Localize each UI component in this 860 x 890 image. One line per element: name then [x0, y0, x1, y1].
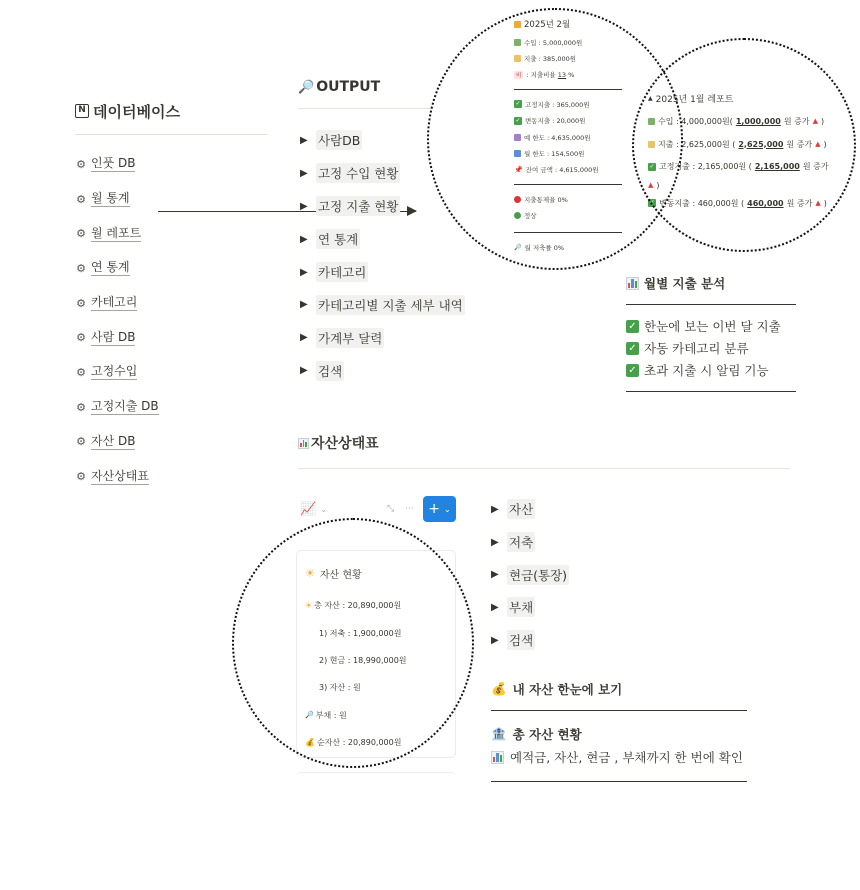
- asset-toggle-label: 저축: [507, 532, 535, 552]
- bar-chart-icon: [298, 438, 309, 449]
- analysis-check-item: [626, 337, 796, 359]
- database-link-label: 월 통계: [91, 191, 130, 206]
- gallery-toolbar: [300, 496, 458, 522]
- asset-toggle-label: 부채: [507, 597, 535, 617]
- gear-icon: ⚙: [76, 157, 86, 171]
- database-link[interactable]: [75, 390, 267, 425]
- ratio-tag-icon: 비: [516, 72, 522, 79]
- chart-view-icon[interactable]: 📈: [300, 501, 317, 517]
- asset-toggle[interactable]: [491, 526, 569, 559]
- feb-income: 수입 : 5,000,000원: [524, 38, 583, 47]
- database-title: 데이터베이스: [93, 102, 180, 121]
- card-debt: 부채 : 원: [315, 710, 347, 720]
- chevron-down-icon[interactable]: ⌄: [444, 504, 451, 514]
- sun-icon: ☀: [305, 601, 313, 611]
- divider: [491, 710, 747, 711]
- database-link-label: 카테고리: [91, 295, 138, 310]
- feb-plan: 예 한도 : 4,635,000원: [524, 133, 591, 142]
- database-link-label: 사람 DB: [91, 329, 136, 344]
- output-toggle[interactable]: [300, 321, 465, 354]
- database-link-label: 자산상태표: [91, 468, 149, 483]
- asset-toggle-label: 현금(통장): [507, 565, 569, 585]
- database-heading: [75, 98, 267, 124]
- database-link[interactable]: [75, 216, 267, 251]
- gear-icon: ⚙: [76, 400, 86, 414]
- database-link[interactable]: [75, 355, 267, 390]
- top-icon: ▲: [648, 94, 653, 102]
- gear-icon: ⚙: [76, 227, 86, 241]
- check-icon: ✓: [515, 100, 521, 108]
- gear-icon: ⚙: [76, 331, 86, 345]
- expense-analysis: [626, 272, 796, 402]
- jan-income-row: 수입 : 4,000,000원( 1,000,000 원 증가 ▲ ): [648, 110, 848, 133]
- analysis-heading: [626, 272, 796, 294]
- analysis-check-item: [626, 359, 796, 381]
- notion-icon: N: [75, 104, 89, 118]
- database-link-label: 고정지출 DB: [91, 399, 159, 414]
- up-arrow-icon: ▲: [815, 199, 821, 208]
- more-icon[interactable]: ···: [405, 504, 414, 514]
- analysis-item-label: 한눈에 보는 이번 달 지출: [644, 319, 781, 334]
- divider: [626, 304, 796, 305]
- new-button[interactable]: + ⌄: [423, 496, 456, 522]
- database-section: [75, 98, 267, 494]
- caret-right-icon[interactable]: ▶: [491, 569, 499, 581]
- asset-toggle-list: [491, 493, 569, 656]
- analysis-check-item: [626, 315, 796, 337]
- divider: [75, 134, 267, 135]
- feb-fixed: 고정지출 : 365,000원: [525, 100, 590, 109]
- database-link[interactable]: [75, 286, 267, 321]
- caret-right-icon[interactable]: ▶: [300, 299, 308, 311]
- jan-variable-row: ✓ 변동지출 : 460,000원 ( 460,000 원 증가 ▲ ): [649, 198, 827, 208]
- caret-right-icon[interactable]: ▶: [300, 233, 308, 245]
- divider: [626, 391, 796, 392]
- asset-toggle[interactable]: [491, 591, 569, 624]
- output-toggle[interactable]: [300, 288, 465, 321]
- check-icon: ✓: [626, 342, 639, 355]
- magnifier-icon: 🔎: [514, 243, 522, 251]
- feb-limit: 월 한도 : 154,500원: [524, 150, 585, 159]
- jan-expense-row: 지출 : 2,625,000원 ( 2,625,000 원 증가 ▲ ): [648, 133, 848, 156]
- summary-title-2: 총 자산 현황: [512, 727, 582, 742]
- database-link[interactable]: [75, 320, 267, 355]
- summary-title-1: 내 자산 한눈에 보기: [512, 682, 623, 697]
- caret-right-icon[interactable]: ▶: [300, 266, 308, 278]
- summary-heading-2: [491, 723, 747, 745]
- analysis-title: 월별 지출 분석: [644, 276, 726, 291]
- database-link-label: 연 통계: [91, 260, 130, 275]
- database-link[interactable]: [75, 459, 267, 494]
- feb-title: 2025년 2월: [524, 20, 571, 30]
- gear-icon: ⚙: [76, 435, 86, 449]
- output-toggle-label: 카테고리별 지출 세부 내역: [316, 295, 465, 315]
- summary-desc-row: [491, 745, 747, 769]
- magnifier-icon: 🔎: [298, 79, 315, 95]
- gear-icon: ⚙: [76, 470, 86, 484]
- gear-icon: ⚙: [76, 365, 86, 379]
- check-icon: ✓: [626, 320, 639, 333]
- output-toggle-label: 카테고리: [316, 262, 368, 282]
- divider: [298, 108, 433, 109]
- caret-right-icon[interactable]: ▶: [300, 365, 308, 377]
- output-toggle[interactable]: [300, 223, 465, 256]
- analysis-item-label: 자동 카테고리 분류: [644, 341, 749, 356]
- feb-remaining: 잔여 금액 : 4,615,000원: [525, 166, 599, 175]
- highlight-circle: [232, 518, 474, 768]
- highlight-circle: [632, 38, 856, 252]
- bar-chart-icon: [491, 751, 504, 764]
- asset-summary: [491, 678, 747, 782]
- expand-icon[interactable]: ⤡: [387, 504, 395, 514]
- bank-icon: 🏦: [491, 726, 507, 741]
- jan-fixed-row-cont: ▲ ): [648, 180, 660, 190]
- asset-sheet-title: 자산상태표: [311, 436, 379, 452]
- gear-icon: ⚙: [76, 296, 86, 310]
- asset-card-next[interactable]: [296, 772, 456, 782]
- feb-variable: 변동지출 : 20,000원: [525, 117, 586, 126]
- up-arrow-icon: ▲: [815, 140, 821, 149]
- sun-icon: ☀: [305, 566, 315, 580]
- asset-toggle-label: 검색: [507, 630, 535, 650]
- output-toggle[interactable]: [300, 256, 465, 289]
- check-icon: ✓: [626, 364, 639, 377]
- output-toggle-label: 고정 수입 현황: [316, 163, 400, 183]
- database-list: [75, 147, 267, 494]
- jan-title: 2025년 1월 레포트: [655, 94, 734, 105]
- output-title: OUTPUT: [316, 79, 381, 95]
- up-arrow-icon: ▲: [812, 117, 818, 126]
- magnifier-icon: 🔎: [305, 711, 314, 720]
- caret-right-icon[interactable]: ▶: [491, 536, 499, 548]
- jan-fixed-row: ✓ 고정지출 : 2,165,000원 ( 2,165,000 원 증가: [649, 162, 829, 172]
- asset-toggle-label: 자산: [507, 499, 535, 519]
- feb-status: 정상: [524, 212, 537, 221]
- database-link-label: 월 레포트: [91, 225, 142, 240]
- divider: [491, 781, 747, 782]
- chevron-down-icon[interactable]: ⌄: [320, 504, 327, 514]
- output-toggle-label: 검색: [316, 361, 344, 381]
- caret-right-icon[interactable]: ▶: [491, 634, 499, 646]
- pin-icon: 📌: [514, 165, 523, 174]
- output-toggle-label: 고정 지출 현황: [316, 196, 400, 216]
- database-link-label: 자산 DB: [91, 433, 136, 448]
- feb-control: 지출통제율 0%: [524, 195, 568, 204]
- caret-right-icon[interactable]: ▶: [491, 503, 499, 515]
- check-icon: ✓: [649, 199, 655, 207]
- card-saving: 1) 저축 : 1,900,000원: [319, 628, 402, 638]
- asset-toggle[interactable]: [491, 558, 569, 591]
- output-toggle[interactable]: [300, 354, 465, 387]
- output-toggle-label: 가계부 달력: [316, 328, 384, 348]
- caret-right-icon[interactable]: ▶: [300, 134, 308, 146]
- asset-toggle[interactable]: [491, 493, 569, 526]
- asset-sheet-heading: [298, 433, 379, 453]
- card-total: 총 자산 : 20,890,000원: [314, 601, 402, 611]
- summary-desc: 예적금, 자산, 현금 , 부채까지 한 번에 확인: [510, 750, 743, 765]
- money-bag-icon: 💰: [305, 738, 315, 748]
- asset-toggle[interactable]: [491, 624, 569, 657]
- feb-saving: 월 저축률 0%: [524, 243, 565, 252]
- card-net: 순자산 : 20,890,000원: [316, 738, 402, 748]
- gear-icon: ⚙: [76, 261, 86, 275]
- database-link[interactable]: [75, 425, 267, 460]
- database-link-label: 인풋 DB: [91, 156, 136, 171]
- caret-right-icon[interactable]: ▶: [491, 601, 499, 613]
- check-icon: ✓: [515, 116, 521, 124]
- database-link-label: 고정수입: [91, 364, 138, 379]
- database-link[interactable]: [75, 251, 267, 286]
- up-arrow-icon: ▲: [648, 181, 654, 190]
- money-bag-icon: 💰: [491, 681, 507, 696]
- gear-icon: ⚙: [76, 192, 86, 206]
- analysis-item-label: 초과 지출 시 알림 기능: [644, 363, 769, 378]
- feb-expense: 지출 : 385,000원: [524, 55, 577, 64]
- divider: [298, 468, 790, 469]
- feb-ratio-label: : 지출비율 13 %: [526, 71, 575, 80]
- caret-right-icon[interactable]: ▶: [300, 332, 308, 344]
- check-icon: ✓: [649, 162, 655, 170]
- analysis-checklist: [626, 315, 796, 381]
- caret-right-icon[interactable]: ▶: [300, 200, 308, 212]
- card-title: 자산 현황: [319, 569, 362, 581]
- output-toggle-label: 사람DB: [316, 130, 362, 150]
- database-link[interactable]: [75, 147, 267, 182]
- card-asset: 3) 자산 : 원: [319, 683, 361, 693]
- feb-ratio-value: 13: [557, 71, 567, 80]
- output-toggle-label: 연 통계: [316, 229, 360, 249]
- summary-heading-1: [491, 678, 747, 700]
- caret-right-icon[interactable]: ▶: [300, 167, 308, 179]
- bar-chart-icon: [626, 277, 639, 290]
- card-cash: 2) 현금 : 18,990,000원: [319, 655, 407, 665]
